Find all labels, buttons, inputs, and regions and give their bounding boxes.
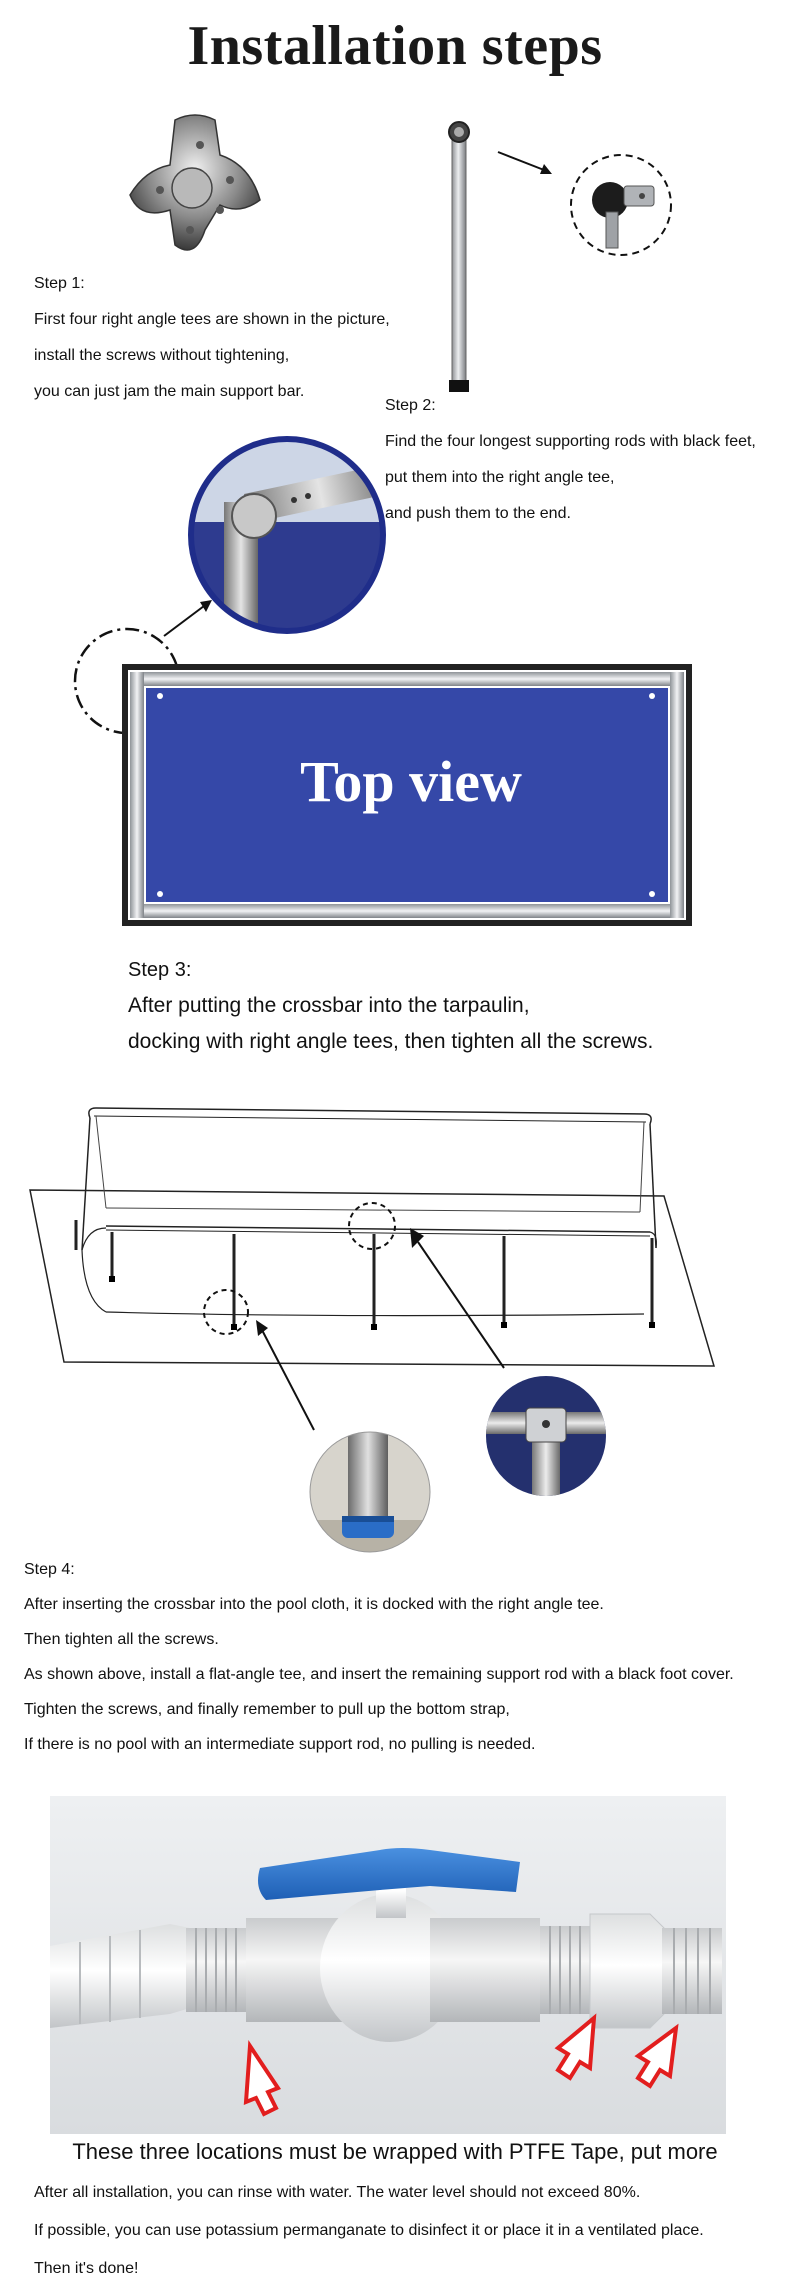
step2-text [385,388,756,532]
step2-line-1: Find the four longest supporting rods with black feet, [385,433,756,450]
arrow-to-tee-closeup [404,1224,514,1374]
step4-line-1: After inserting the crossbar into the pool cloth, it is docked with the right angle tee. [24,1596,604,1613]
step1-line-3: you can just jam the main support bar. [34,383,305,400]
step4-line-5: If there is no pool with an intermediate support rod, no pulling is needed. [24,1736,536,1753]
ptfe-tape-caption: These three locations must be wrapped with PTFE Tape, put more [72,2139,718,2164]
step2-label: Step 2: [385,397,436,414]
top-view-label: Top view [300,749,522,814]
step3-line-1: After putting the crossbar into the tarpaulin, [128,994,530,1017]
tee-detail-circle [566,150,676,260]
final-line-1: After all installation, you can rinse with water. The water level should not exceed 80%. [34,2184,641,2201]
page-title: Installation steps [187,15,603,77]
right-angle-tee-image [120,110,270,270]
flat-tee-closeup-circle [484,1374,608,1498]
step4-line-3: As shown above, install a flat-angle tee, and insert the remaining support rod with a black foot cover. [24,1666,734,1683]
step3-text [128,952,653,1060]
final-line-2: If possible, you can use potassium permanganate to disinfect it or place it in a ventilated place. [34,2222,704,2239]
step3-line-2: docking with right angle tees, then tighten all the screws. [128,1030,654,1053]
final-line-3: Then it's done! [34,2260,139,2277]
ball-valve-photo [50,1796,726,2134]
step1-line-2: install the screws without tightening, [34,347,290,364]
step4-label: Step 4: [24,1561,75,1578]
step1-label: Step 1: [34,275,85,292]
step2-line-3: and push them to the end. [385,505,571,522]
step4-text [24,1552,734,1762]
step4-line-2: Then tighten all the screws. [24,1631,219,1648]
step1-text [34,266,390,410]
black-foot-closeup-circle [308,1430,432,1554]
final-notes [34,2174,704,2288]
arrow-to-tee-detail [496,148,556,178]
support-rod-image [440,118,480,398]
step3-label: Step 3: [128,959,192,981]
pool-frame-diagram [24,1100,724,1380]
arrow-to-foot-closeup [252,1318,322,1434]
step4-line-4: Tighten the screws, and finally remember to pull up the bottom strap, [24,1701,510,1718]
step1-line-1: First four right angle tees are shown in the picture, [34,311,390,328]
step2-line-2: put them into the right angle tee, [385,469,615,486]
